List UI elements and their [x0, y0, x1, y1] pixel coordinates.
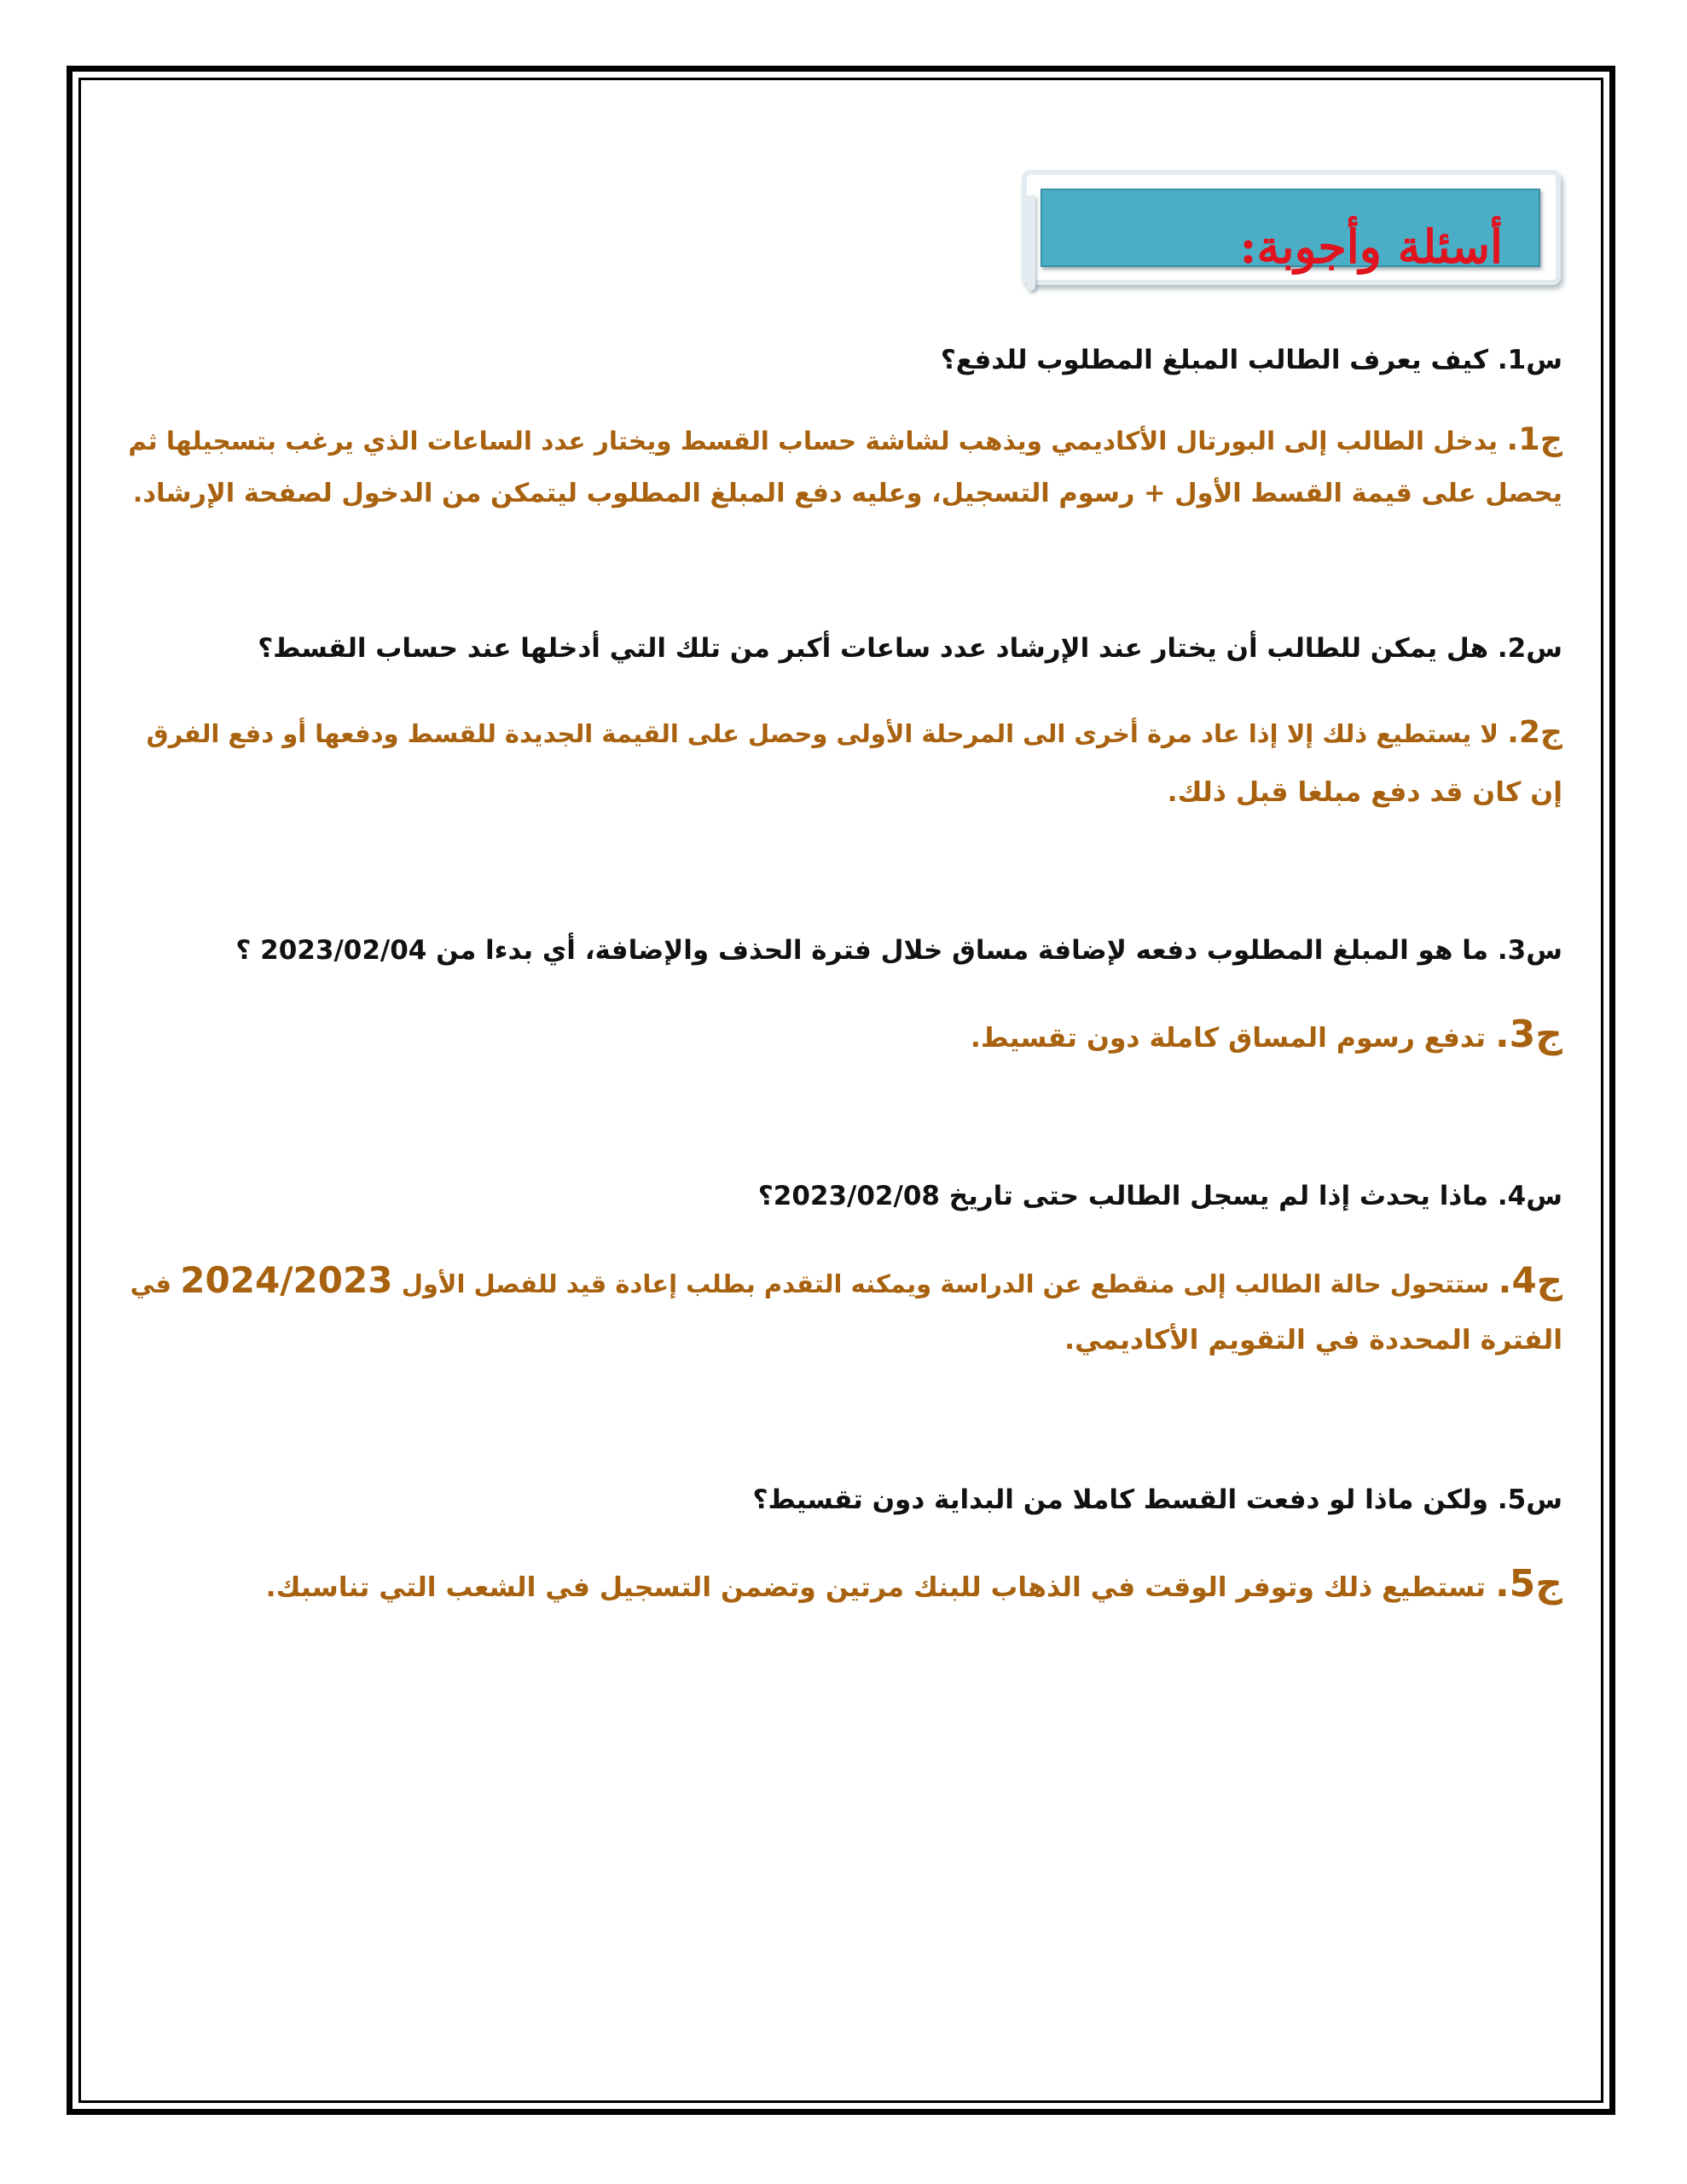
- answer-1-prefix: ج1.: [1506, 421, 1562, 457]
- answer-4-year: 2024/2023: [180, 1259, 393, 1301]
- question-3-text: س3. ما هو المبلغ المطلوب دفعه لإضافة مساق خلال فترة الحذف والإضافة، أي بدءا من: [436, 935, 1562, 966]
- banner-fill: [1041, 189, 1540, 274]
- answer-3-prefix: ج3.: [1494, 1013, 1562, 1056]
- title-banner: [1022, 170, 1561, 293]
- question-4-text: س4. ماذا يحدث إذا لم يسجل الطالب حتى تاريخ: [948, 1181, 1562, 1211]
- question-3-date: 2023/02/04: [260, 935, 427, 966]
- question-3: [235, 932, 1562, 969]
- answer-4-line-2: الفترة المحددة في التقويم الأكاديمي.: [1064, 1325, 1562, 1356]
- question-4: [758, 1177, 1562, 1215]
- page-title: أسئلة وأجوبة:: [1239, 219, 1503, 274]
- answer-4-prefix: ج4.: [1498, 1259, 1562, 1301]
- question-4-mark: ؟: [757, 1181, 774, 1211]
- question-3-mark: ؟: [235, 935, 252, 966]
- answer-5-prefix: ج5.: [1494, 1562, 1562, 1606]
- answer-5-text-1: تستطيع ذلك وتوفر الوقت في الذهاب للبنك مرتين وتضمن التسجيل في الشعب التي تناسبك.: [265, 1572, 1486, 1603]
- question-2: س2. هل يمكن للطالب أن يختار عند الإرشاد عدد ساعات أكبر من تلك التي أدخلها عند حساب القسط؟: [258, 633, 1562, 664]
- answer-4-text-start: ستتحول حالة الطالب إلى منقطع عن الدراسة ويمكنه التقدم بطلب إعادة قيد للفصل الأول: [401, 1269, 1490, 1298]
- answer-2-line-2: إن كان قد دفع مبلغا قبل ذلك.: [1167, 777, 1562, 808]
- banner-curl: [1027, 195, 1035, 291]
- question-4-date: 2023/02/08: [773, 1181, 940, 1211]
- answer-2-prefix: ج2.: [1507, 715, 1562, 750]
- answer-4-text-end: في: [130, 1269, 172, 1298]
- answer-3-line-1: [971, 1015, 1562, 1058]
- answer-1-line-2: يحصل على قيمة القسط الأول + رسوم التسجيل، وعليه دفع المبلغ المطلوب ليتمكن من الدخول لصفحة الإرشاد.: [132, 479, 1562, 508]
- question-1: س1. كيف يعرف الطالب المبلغ المطلوب للدفع؟: [940, 345, 1562, 375]
- question-5: س5. ولكن ماذا لو دفعت القسط كاملا من البداية دون تقسيط؟: [752, 1484, 1562, 1515]
- answer-1-line-1: [128, 420, 1562, 462]
- answer-5-line-1: [265, 1562, 1562, 1607]
- answer-1-text-1: يدخل الطالب إلى البورتال الأكاديمي ويذهب لشاشة حساب القسط ويختار عدد الساعات الذي يرغب بتسجيلها ثم: [128, 427, 1498, 456]
- answer-2-line-1: [147, 713, 1562, 753]
- answer-2-text-1: لا يستطيع ذلك إلا إذا عاد مرة أخرى الى المرحلة الأولى وحصل على القيمة الجديدة للقسط ودفعها أو دفع الفرق: [146, 719, 1499, 748]
- answer-4-line-1: [130, 1261, 1562, 1304]
- answer-3-text-1: تدفع رسوم المساق كاملة دون تقسيط.: [970, 1023, 1486, 1054]
- page-border-inner: [78, 78, 1603, 2103]
